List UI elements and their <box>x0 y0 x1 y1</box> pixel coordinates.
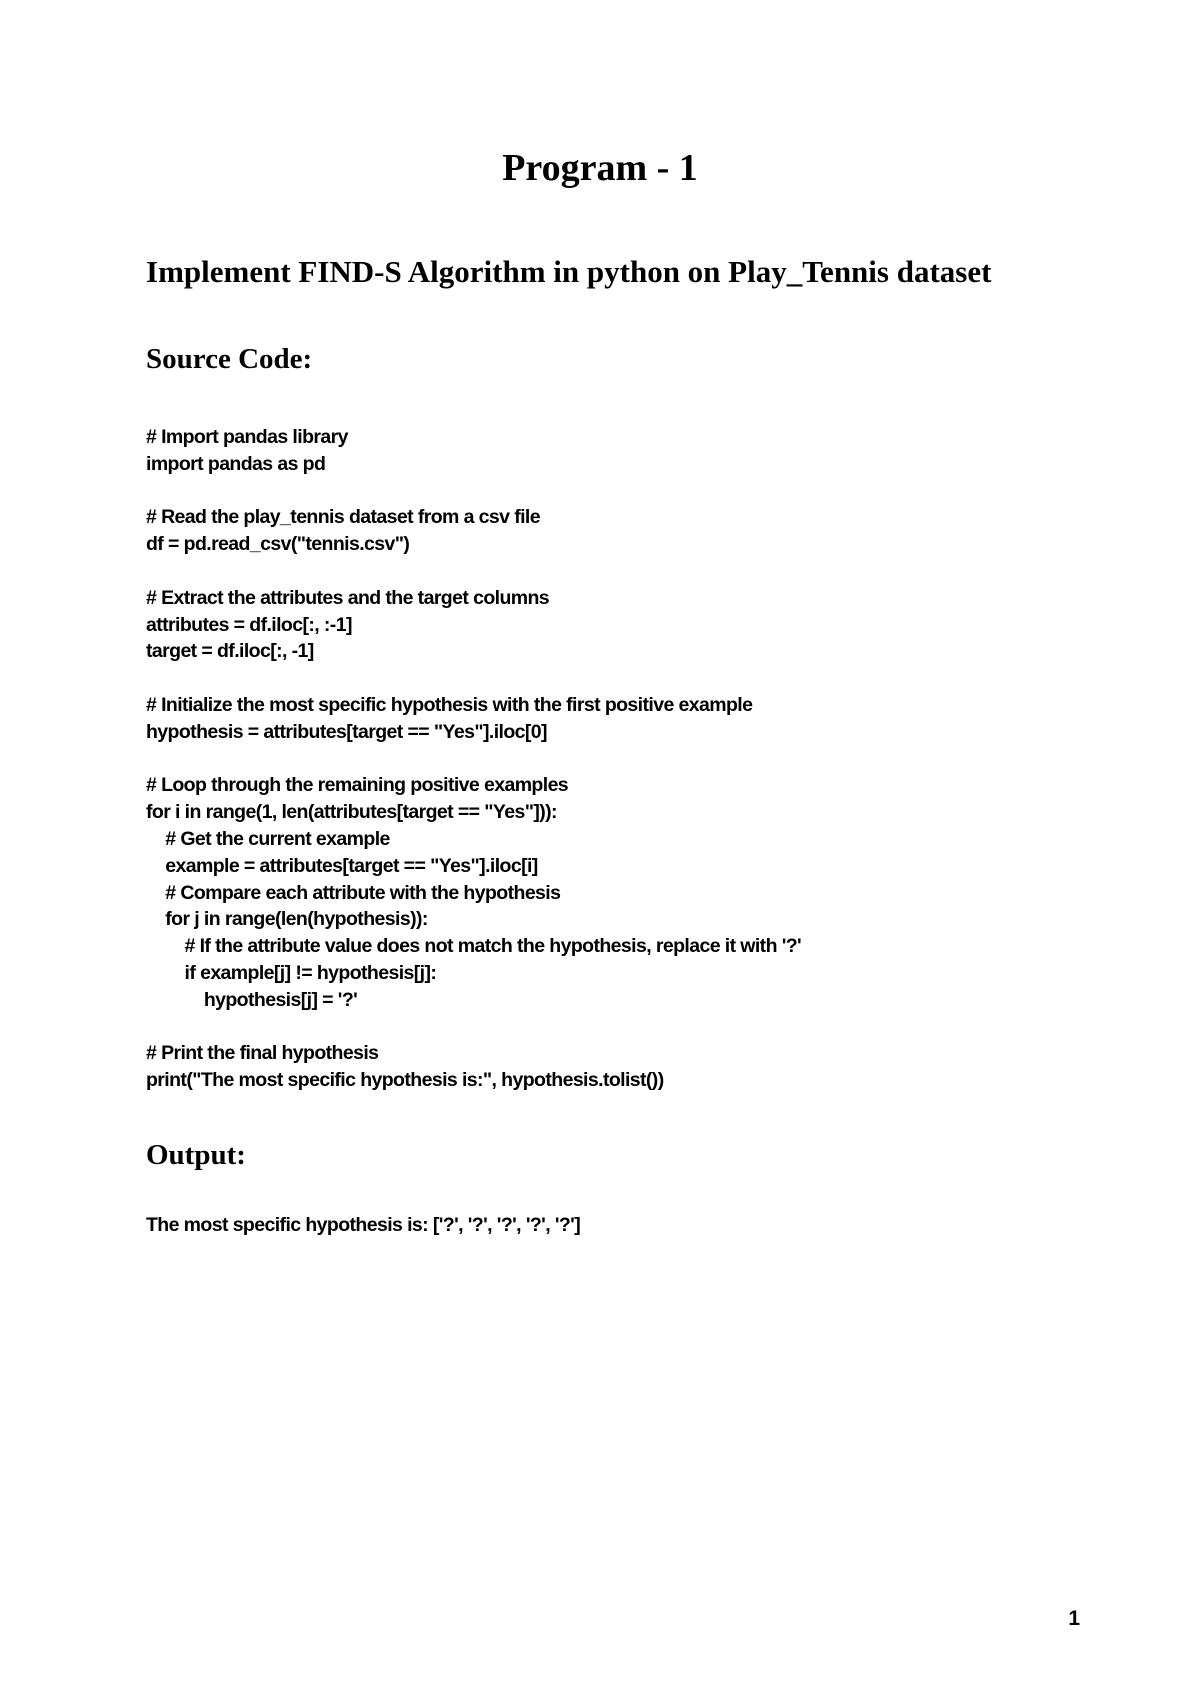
code-line: # Print the final hypothesis <box>146 1042 379 1065</box>
code-line: attributes = df.iloc[:, :-1] <box>146 613 352 636</box>
code-line: # If the attribute value does not match the hypothesis, replace it with '?' <box>146 935 802 958</box>
output-heading: Output: <box>146 1139 246 1171</box>
program-aim: Implement FIND-S Algorithm in python on Play_Tennis dataset <box>146 254 992 289</box>
code-line <box>146 478 1106 505</box>
code-line: hypothesis[j] = '?' <box>146 988 358 1011</box>
code-line: df = pd.read_csv("tennis.csv") <box>146 533 410 556</box>
code-line: print("The most specific hypothesis is:", hypothesis.tolist()) <box>146 1069 664 1092</box>
code-line <box>146 1014 1106 1041</box>
page-number: 1 <box>1068 1607 1080 1630</box>
code-line: target = df.iloc[:, -1] <box>146 640 314 663</box>
code-line: example = attributes[target == "Yes"].iloc[i] <box>146 854 538 877</box>
code-line <box>146 746 1106 773</box>
source-code-heading: Source Code: <box>146 343 313 375</box>
code-line: for j in range(len(hypothesis)): <box>146 908 428 931</box>
code-line <box>146 558 1106 585</box>
code-line <box>146 665 1106 692</box>
code-line: # Loop through the remaining positive examples <box>146 774 569 797</box>
source-code-block <box>146 424 1106 1094</box>
code-line: if example[j] != hypothesis[j]: <box>146 961 437 984</box>
code-line: # Extract the attributes and the target columns <box>146 586 550 609</box>
output-text: The most specific hypothesis is: ['?', '?', '?', '?', '?'] <box>146 1214 581 1236</box>
code-line: for i in range(1, len(attributes[target == "Yes"])): <box>146 801 557 824</box>
code-line: hypothesis = attributes[target == "Yes"].iloc[0] <box>146 720 547 743</box>
code-line: # Import pandas library <box>146 426 348 448</box>
code-line: # Compare each attribute with the hypothesis <box>146 881 561 904</box>
code-line: # Get the current example <box>146 827 390 850</box>
code-line: # Read the play_tennis dataset from a csv file <box>146 506 540 529</box>
code-line: import pandas as pd <box>146 452 326 475</box>
program-title: Program - 1 <box>502 147 698 189</box>
code-line: # Initialize the most specific hypothesis with the first positive example <box>146 693 753 716</box>
